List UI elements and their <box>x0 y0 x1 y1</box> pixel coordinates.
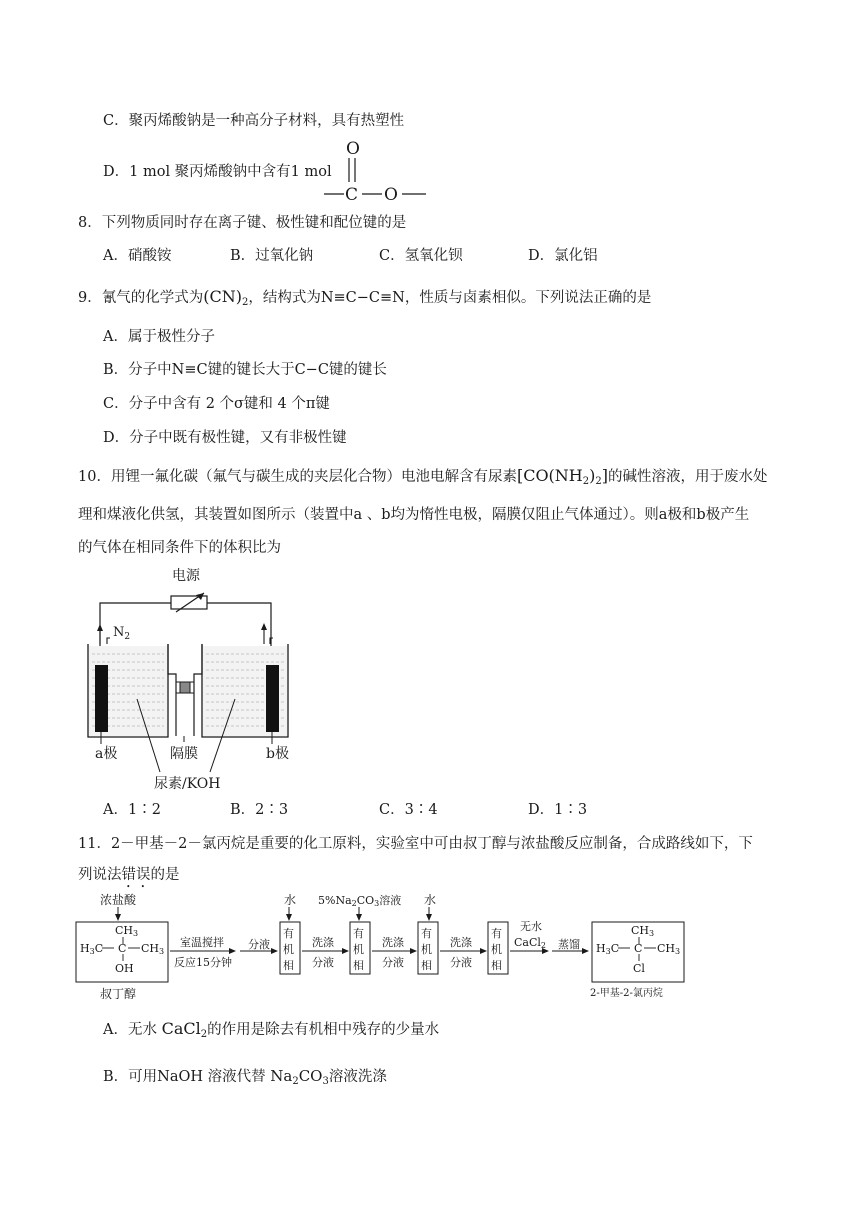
svg-text:洗涤: 洗涤 <box>382 936 404 949</box>
svg-text:有: 有 <box>491 927 502 940</box>
svg-text:机: 机 <box>353 943 364 956</box>
q8-stem: 8．下列物质同时存在离子键、极性键和配位键的是 <box>78 215 407 231</box>
a-pole-label: a极 <box>95 746 118 762</box>
electrolysis-apparatus <box>80 562 310 792</box>
q10-line-3: 的气体在相同条件下的体积比为 <box>78 540 281 556</box>
svg-text:室温搅拌: 室温搅拌 <box>180 936 224 949</box>
q10-line-2: 理和煤液化供氢，其装置如图所示（装置中a 、b均为惰性电极，隔膜仅阻止气体通过）。则a极和b极产生 <box>78 507 750 523</box>
q10-option-d: D．1∶3 <box>528 802 588 818</box>
q8-option-d: D．氯化铝 <box>528 248 598 264</box>
urea-formula: $[CO(NH_2)_2]$ <box>516 466 608 487</box>
tert-butanol-label: 叔丁醇 <box>100 987 137 1001</box>
synthesis-flowchart <box>72 890 712 1002</box>
svg-text:OH: OH <box>115 962 134 975</box>
q9-option-a: A．属于极性分子 <box>103 329 215 345</box>
product-label: 2-甲基-2-氯丙烷 <box>590 988 663 999</box>
svg-text:蒸馏: 蒸馏 <box>558 938 580 951</box>
solution-label: 尿素/KOH <box>154 776 221 792</box>
q10-option-c: C．3∶4 <box>379 802 438 818</box>
svg-text:有: 有 <box>283 927 294 940</box>
svg-text:Cl: Cl <box>633 962 645 975</box>
svg-text:相: 相 <box>353 959 364 972</box>
carboxylate-structure <box>318 136 430 208</box>
svg-text:相: 相 <box>421 959 432 972</box>
q8-option-c: C．氢氧化钡 <box>379 248 463 264</box>
b-pole-label: b极 <box>266 746 289 762</box>
q10-line-1: 10．用锂一氟化碳（氟气与碳生成的夹层化合物）电池电解含有尿素$[CO(NH_2)_2]$的碱性溶液，用于废水处 <box>78 466 768 487</box>
q7-option-d: D．1 mol 聚丙烯酸钠中含有1 mol <box>103 164 332 180</box>
electrode-b <box>266 665 279 732</box>
q11-line-1: 11．2－甲基－2－氯丙烷是重要的化工原料，实验室中可由叔丁醇与浓盐酸反应制备，合成路线如下，下 <box>78 836 753 852</box>
svg-text:洗涤: 洗涤 <box>450 936 472 949</box>
q8-option-a: A．硝酸铵 <box>103 248 172 264</box>
svg-text:CH3: CH3 <box>141 942 165 956</box>
q9-stem: 9．氰气的化学式为$(CN)_2$，结构式为N≡C−C≡N，性质与卤素相似。下列说法正确的是 <box>78 287 652 308</box>
svg-text:CH3: CH3 <box>631 924 655 938</box>
svg-text:相: 相 <box>283 959 294 972</box>
svg-text:C: C <box>634 942 643 955</box>
svg-text:相: 相 <box>491 959 502 972</box>
svg-text:CH3: CH3 <box>657 942 681 956</box>
q10-option-a: A．1∶2 <box>103 802 161 818</box>
svg-text:CaCl2: CaCl2 <box>514 936 547 950</box>
n2-label: $N_2$ <box>113 625 131 642</box>
svg-text:水: 水 <box>284 893 297 907</box>
svg-text:机: 机 <box>491 943 502 956</box>
svg-text:机: 机 <box>283 943 294 956</box>
na2co3-label: 5%Na2CO3溶液 <box>318 894 402 908</box>
svg-text:反应15分钟: 反应15分钟 <box>174 956 232 969</box>
hcl-label: 浓盐酸 <box>100 893 137 907</box>
svg-text:CH3: CH3 <box>115 924 139 938</box>
q9-option-d: D．分子中既有极性键，又有非极性键 <box>103 430 347 446</box>
svg-text:分液: 分液 <box>312 956 334 969</box>
svg-text:有: 有 <box>353 927 364 940</box>
svg-text:C: C <box>118 942 127 955</box>
q9-option-c: C．分子中含有 2 个σ键和 4 个π键 <box>103 396 330 412</box>
q10-option-b: B．2∶3 <box>230 802 289 818</box>
svg-text:有: 有 <box>421 927 432 940</box>
emphasis-wrong: 错误 <box>121 867 151 883</box>
svg-text:H3C: H3C <box>80 942 104 956</box>
q11-option-a: A．无水 CaCl$_2$的作用是除去有机相中残存的少量水 <box>103 1019 440 1040</box>
q7-option-c: C．聚丙烯酸钠是一种高分子材料，具有热塑性 <box>103 113 405 129</box>
membrane <box>180 682 190 693</box>
membrane-label: 隔膜 <box>170 746 198 762</box>
power-label: 电源 <box>172 568 200 584</box>
struct-c: C <box>345 185 359 205</box>
svg-text:分液: 分液 <box>382 956 404 969</box>
struct-o-top: O <box>346 139 360 159</box>
svg-text:无水: 无水 <box>520 920 542 933</box>
struct-o: O <box>384 185 398 205</box>
svg-text:机: 机 <box>421 943 432 956</box>
svg-text:分液: 分液 <box>248 938 270 951</box>
electrode-a <box>95 665 108 732</box>
q9-option-b: B．分子中N≡C键的键长大于C−C键的键长 <box>103 362 387 378</box>
q11-line-2: 列说法错误的是 <box>78 867 180 883</box>
svg-text:水: 水 <box>424 893 437 907</box>
cyanogen-formula: (CN) <box>203 287 242 306</box>
q11-option-b: B．可用NaOH 溶液代替 $Na_2CO_3$溶液洗涤 <box>103 1067 387 1087</box>
svg-text:洗涤: 洗涤 <box>312 936 334 949</box>
svg-text:分液: 分液 <box>450 956 472 969</box>
q8-option-b: B．过氧化钠 <box>230 248 314 264</box>
svg-text:H3C: H3C <box>596 942 620 956</box>
